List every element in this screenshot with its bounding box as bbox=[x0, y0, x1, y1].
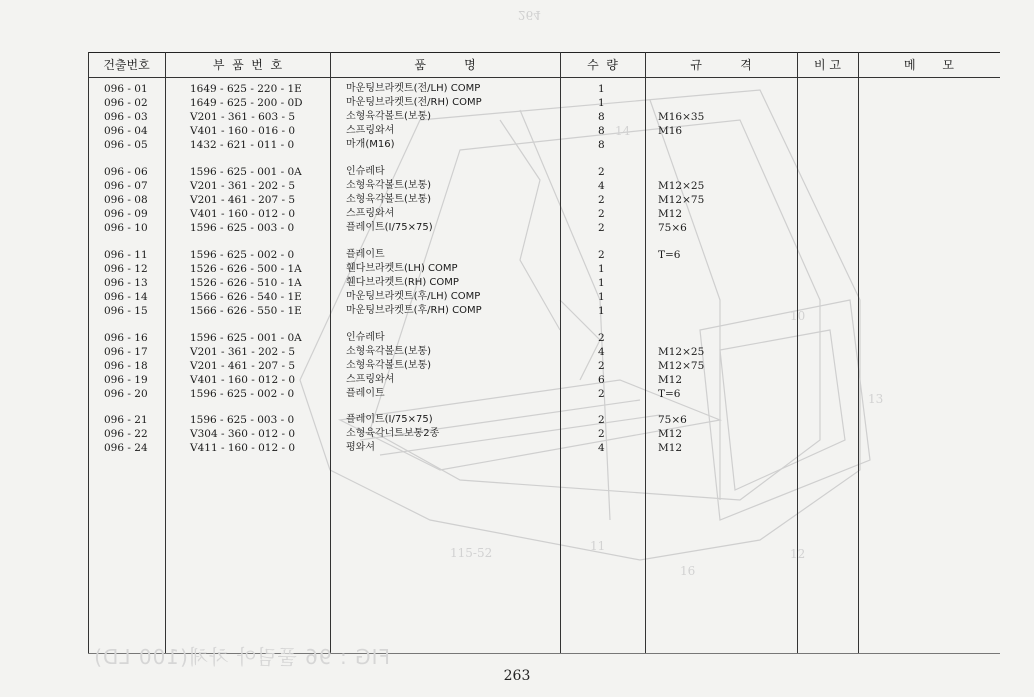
part-name: 소형육각볼트(보통) bbox=[346, 194, 432, 205]
specification: M12×75 bbox=[658, 360, 705, 372]
quantity: 4 bbox=[598, 346, 605, 358]
part-name: 소형육각볼트(보통) bbox=[346, 360, 432, 371]
table-row bbox=[0, 331, 1034, 345]
quantity: 2 bbox=[598, 208, 605, 220]
part-name: 마운팅브라켓트(전/LH) COMP bbox=[346, 83, 481, 94]
part-number: V401 - 160 - 012 - 0 bbox=[190, 208, 296, 220]
header-part-number: 부 품 번 호 bbox=[212, 58, 283, 72]
table-row bbox=[0, 96, 1034, 110]
item-no: 096 - 08 bbox=[104, 194, 148, 206]
table-row bbox=[0, 262, 1034, 276]
header-quantity: 수 량 bbox=[587, 58, 618, 72]
specification: M12 bbox=[658, 208, 683, 220]
table-row bbox=[0, 248, 1034, 262]
item-no: 096 - 20 bbox=[104, 388, 148, 400]
part-number: V411 - 160 - 012 - 0 bbox=[190, 442, 296, 454]
specification: T=6 bbox=[658, 249, 681, 261]
table-row bbox=[0, 345, 1034, 359]
svg-text:115-52: 115-52 bbox=[450, 546, 493, 560]
header-part-name: 품 명 bbox=[414, 58, 476, 72]
part-name: 플레이트 bbox=[346, 388, 385, 399]
part-number: V401 - 160 - 012 - 0 bbox=[190, 374, 296, 386]
specification: 75×6 bbox=[658, 414, 687, 426]
part-name: 소형육각볼트(보통) bbox=[346, 111, 432, 122]
item-no: 096 - 15 bbox=[104, 305, 148, 317]
part-name: 소형육각너트보통2종 bbox=[346, 428, 440, 439]
part-number: 1596 - 625 - 002 - 0 bbox=[190, 388, 295, 400]
table-row bbox=[0, 427, 1034, 441]
table-row bbox=[0, 110, 1034, 124]
table-row bbox=[0, 304, 1034, 318]
item-no: 096 - 16 bbox=[104, 332, 148, 344]
quantity: 6 bbox=[598, 374, 605, 386]
page-number: 263 bbox=[503, 668, 531, 684]
part-name: 플레이트(I/75×75) bbox=[346, 414, 433, 425]
part-name: 휀다브라켓트(LH) COMP bbox=[346, 263, 458, 274]
part-name: 마운팅브라켓트(후/RH) COMP bbox=[346, 305, 482, 316]
item-no: 096 - 09 bbox=[104, 208, 148, 220]
quantity: 2 bbox=[598, 194, 605, 206]
item-no: 096 - 07 bbox=[104, 180, 148, 192]
svg-text:14: 14 bbox=[615, 124, 631, 138]
quantity: 1 bbox=[598, 83, 605, 95]
table-row bbox=[0, 413, 1034, 427]
item-no: 096 - 06 bbox=[104, 166, 148, 178]
item-no: 096 - 11 bbox=[104, 249, 148, 261]
table-header-border bbox=[88, 77, 1000, 78]
header-specification: 규 격 bbox=[690, 58, 752, 72]
quantity: 4 bbox=[598, 180, 605, 192]
item-no: 096 - 03 bbox=[104, 111, 148, 123]
part-number: V401 - 160 - 016 - 0 bbox=[190, 125, 296, 137]
svg-text:11: 11 bbox=[590, 539, 606, 553]
table-row bbox=[0, 290, 1034, 304]
part-number: 1596 - 625 - 003 - 0 bbox=[190, 414, 295, 426]
table-row bbox=[0, 359, 1034, 373]
svg-text:12: 12 bbox=[790, 547, 806, 561]
table-row bbox=[0, 221, 1034, 235]
part-name: 스프링와셔 bbox=[346, 125, 395, 136]
table-row bbox=[0, 165, 1034, 179]
specification: M12 bbox=[658, 374, 683, 386]
part-number: V304 - 360 - 012 - 0 bbox=[190, 428, 296, 440]
quantity: 2 bbox=[598, 249, 605, 261]
header-item-no: 건출번호 bbox=[103, 58, 150, 72]
table-row bbox=[0, 276, 1034, 290]
part-name: 휀다브라켓트(RH) COMP bbox=[346, 277, 459, 288]
table-row bbox=[0, 138, 1034, 152]
quantity: 8 bbox=[598, 125, 605, 137]
table-row bbox=[0, 441, 1034, 455]
specification: M16 bbox=[658, 125, 683, 137]
specification: T=6 bbox=[658, 388, 681, 400]
part-number: V201 - 461 - 207 - 5 bbox=[190, 194, 296, 206]
part-number: 1649 - 625 - 200 - 0D bbox=[190, 97, 303, 109]
part-name: 플레이트(I/75×75) bbox=[346, 222, 433, 233]
table-row bbox=[0, 124, 1034, 138]
item-no: 096 - 10 bbox=[104, 222, 148, 234]
item-no: 096 - 21 bbox=[104, 414, 148, 426]
item-no: 096 - 22 bbox=[104, 428, 148, 440]
item-no: 096 - 12 bbox=[104, 263, 148, 275]
item-no: 096 - 18 bbox=[104, 360, 148, 372]
item-no: 096 - 13 bbox=[104, 277, 148, 289]
part-number: 1526 - 626 - 500 - 1A bbox=[190, 263, 302, 275]
quantity: 1 bbox=[598, 263, 605, 275]
quantity: 2 bbox=[598, 388, 605, 400]
part-number: 1566 - 626 - 540 - 1E bbox=[190, 291, 302, 303]
part-number: 1596 - 625 - 002 - 0 bbox=[190, 249, 295, 261]
svg-text:16: 16 bbox=[680, 564, 696, 578]
item-no: 096 - 05 bbox=[104, 139, 148, 151]
part-number: V201 - 461 - 207 - 5 bbox=[190, 360, 296, 372]
quantity: 8 bbox=[598, 139, 605, 151]
item-no: 096 - 04 bbox=[104, 125, 148, 137]
specification: M12×75 bbox=[658, 194, 705, 206]
specification: M12 bbox=[658, 442, 683, 454]
part-name: 소형육각볼트(보통) bbox=[346, 346, 432, 357]
quantity: 1 bbox=[598, 291, 605, 303]
item-no: 096 - 24 bbox=[104, 442, 148, 454]
specification: M16×35 bbox=[658, 111, 705, 123]
part-number: V201 - 361 - 202 - 5 bbox=[190, 180, 296, 192]
quantity: 2 bbox=[598, 166, 605, 178]
quantity: 2 bbox=[598, 360, 605, 372]
part-name: 마개(M16) bbox=[346, 139, 395, 150]
part-name: 플레이트 bbox=[346, 249, 385, 260]
specification: M12×25 bbox=[658, 346, 705, 358]
part-name: 인슈레타 bbox=[346, 332, 385, 343]
header-memo: 메 모 bbox=[904, 58, 954, 72]
part-name: 소형육각볼트(보통) bbox=[346, 180, 432, 191]
specification: 75×6 bbox=[658, 222, 687, 234]
part-number: V201 - 361 - 202 - 5 bbox=[190, 346, 296, 358]
quantity: 2 bbox=[598, 222, 605, 234]
part-number: 1596 - 625 - 001 - 0A bbox=[190, 332, 302, 344]
item-no: 096 - 14 bbox=[104, 291, 148, 303]
quantity: 2 bbox=[598, 332, 605, 344]
quantity: 8 bbox=[598, 111, 605, 123]
item-no: 096 - 01 bbox=[104, 83, 148, 95]
part-name: 평와셔 bbox=[346, 442, 375, 453]
part-number: V201 - 361 - 603 - 5 bbox=[190, 111, 296, 123]
table-row bbox=[0, 179, 1034, 193]
part-number: 1526 - 626 - 510 - 1A bbox=[190, 277, 302, 289]
item-no: 096 - 19 bbox=[104, 374, 148, 386]
quantity: 2 bbox=[598, 428, 605, 440]
specification: M12 bbox=[658, 428, 683, 440]
table-row bbox=[0, 207, 1034, 221]
part-number: 1649 - 625 - 220 - 1E bbox=[190, 83, 302, 95]
table-row bbox=[0, 387, 1034, 401]
quantity: 1 bbox=[598, 305, 605, 317]
item-no: 096 - 02 bbox=[104, 97, 148, 109]
part-number: 1432 - 621 - 011 - 0 bbox=[190, 139, 295, 151]
part-number: 1596 - 625 - 003 - 0 bbox=[190, 222, 295, 234]
part-number: 1566 - 626 - 550 - 1E bbox=[190, 305, 302, 317]
bleed-through-caption: FIG : 96 풀림아 차체(100 LD) bbox=[93, 645, 390, 669]
svg-text:10: 10 bbox=[790, 309, 806, 323]
part-name: 인슈레타 bbox=[346, 166, 385, 177]
header-remark: 비 고 bbox=[814, 58, 841, 72]
item-no: 096 - 17 bbox=[104, 346, 148, 358]
bleed-through-page-number: 264 bbox=[518, 8, 541, 22]
specification: M12×25 bbox=[658, 180, 705, 192]
quantity: 1 bbox=[598, 97, 605, 109]
svg-text:13: 13 bbox=[868, 392, 884, 406]
table-row bbox=[0, 193, 1034, 207]
part-name: 마운팅브라켓트(전/RH) COMP bbox=[346, 97, 482, 108]
part-name: 스프링와셔 bbox=[346, 208, 395, 219]
table-row bbox=[0, 373, 1034, 387]
quantity: 4 bbox=[598, 442, 605, 454]
part-name: 마운팅브라켓트(후/LH) COMP bbox=[346, 291, 481, 302]
table-row bbox=[0, 82, 1034, 96]
quantity: 2 bbox=[598, 414, 605, 426]
part-name: 스프링와셔 bbox=[346, 374, 395, 385]
quantity: 1 bbox=[598, 277, 605, 289]
part-number: 1596 - 625 - 001 - 0A bbox=[190, 166, 302, 178]
